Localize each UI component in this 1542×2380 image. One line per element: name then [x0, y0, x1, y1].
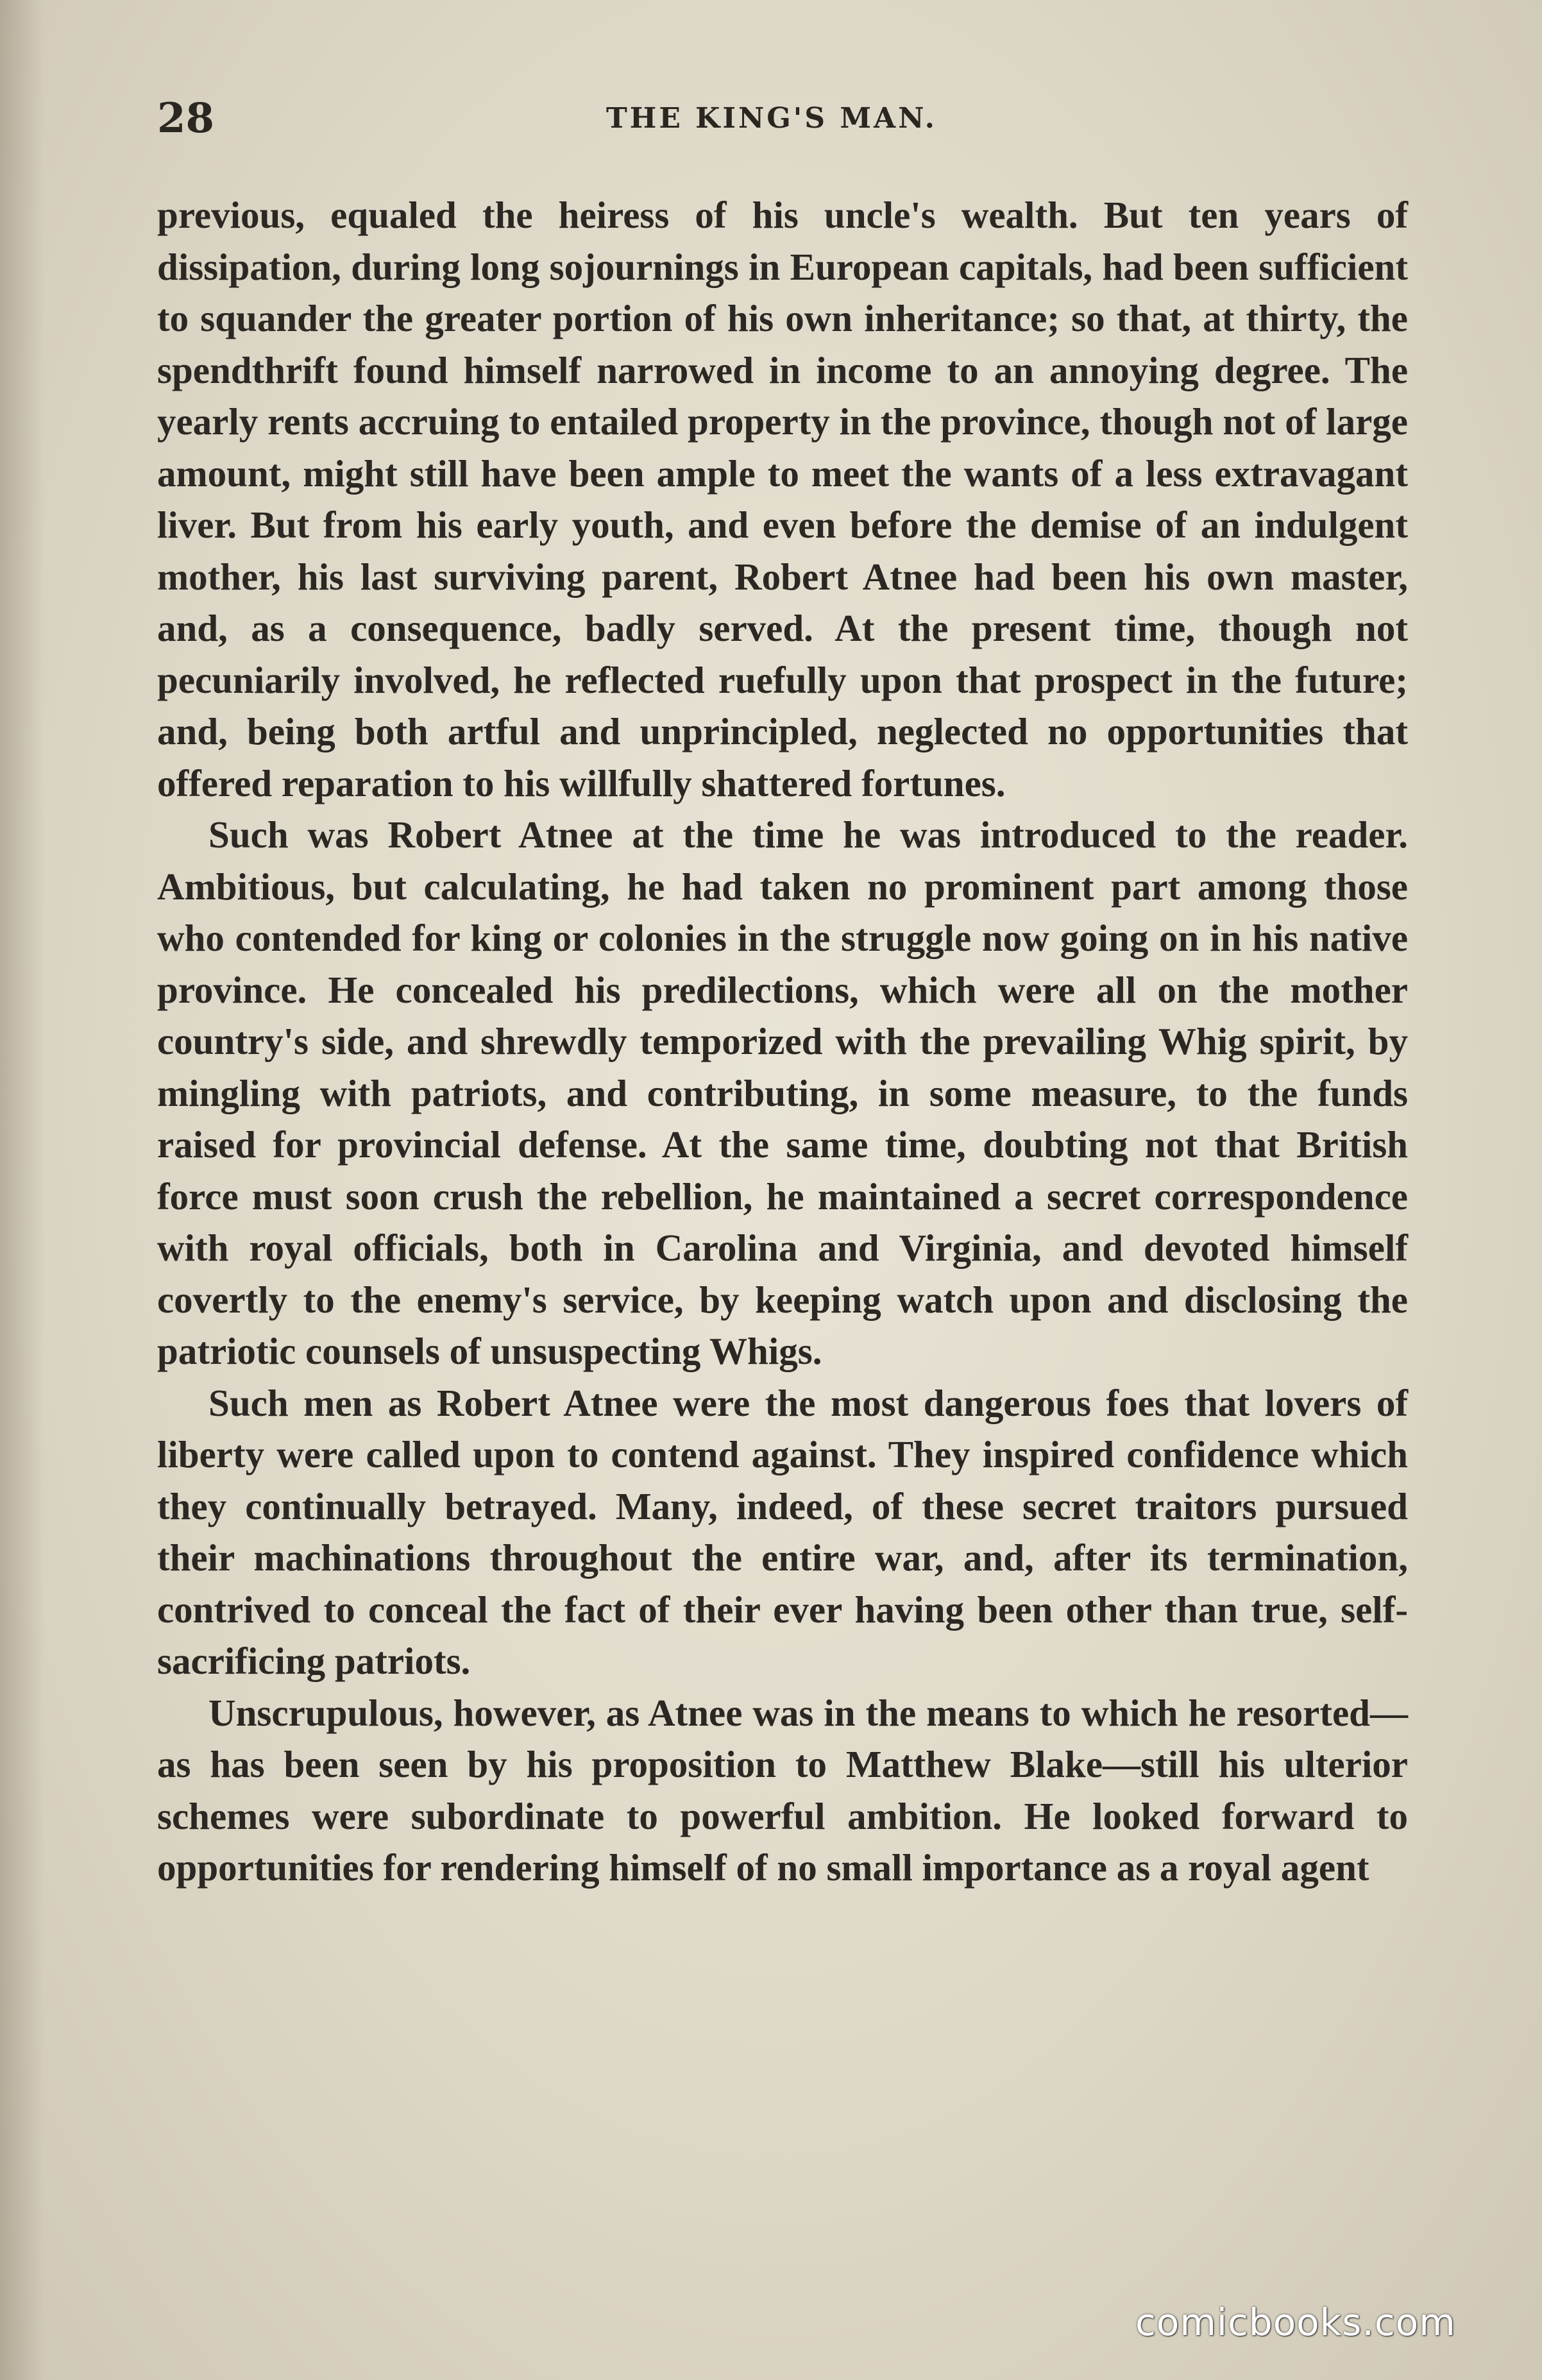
spine-shadow — [0, 0, 45, 2380]
paragraph-4: Unscrupulous, however, as Atnee was in the means to which he resorted—as has been seen by his proposition to Matthew Blake—still his ulterior schemes were subordinate to powerful ambition. He looked forward to opportunities for rendering himself of no small importance as a royal agent — [157, 1691, 1408, 1889]
watermark-logo: comicbooks.com — [1135, 2300, 1456, 2344]
paragraph-2: Such was Robert Atnee at the time he was introduced to the reader. Ambitious, but calculating, he had taken no prominent part among those who contended for king or colonies in the struggle now going on in his native province. He concealed his predilections, which were all on the mother country's side, and shrewdly temporized with the prevailing Whig spirit, by mingling with patriots, and contributing, in some measure, to the funds raised for provincial defense. At the same time, doubting not that British force must soon crush the rebellion, he maintained a secret correspondence with royal officials, both in Carolina and Virginia, and devoted himself covertly to the enemy's service, by keeping watch upon and disclosing the patriotic counsels of unsuspecting Whigs. — [157, 813, 1408, 1372]
paragraph-1: previous, equaled the heiress of his uncle's wealth. But ten years of dissipation, during long sojournings in European capitals, had been sufficient to squander the greater portion of his own inheritance; so that, at thirty, the spendthrift found himself narrowed in income to an annoying degree. The yearly rents accruing to entailed property in the province, though not of large amount, might still have been ample to meet the wants of a less extravagant liver. But from his early youth, and even before the demise of an indulgent mother, his last surviving parent, Robert Atnee had been his own master, and, as a consequence, badly served. At the present time, though not pecuniarily involved, he reflected ruefully upon that prospect in the future; and, being both artful and unprincipled, neglected no opportunities that offered reparation to his willfully shattered fortunes. — [157, 194, 1408, 804]
body-text — [157, 189, 1408, 1894]
paragraph-3: Such men as Robert Atnee were the most dangerous foes that lovers of liberty were called upon to contend against. They inspired confidence which they continually betrayed. Many, indeed, of these secret traitors pursued their machinations throughout the entire war, and, after its termination, contrived to conceal the fact of their ever having been other than true, self-sacrificing patriots. — [157, 1381, 1408, 1682]
page-number: 28 — [157, 94, 215, 142]
running-head — [157, 90, 1421, 148]
running-title: THE KING'S MAN. — [606, 102, 937, 135]
